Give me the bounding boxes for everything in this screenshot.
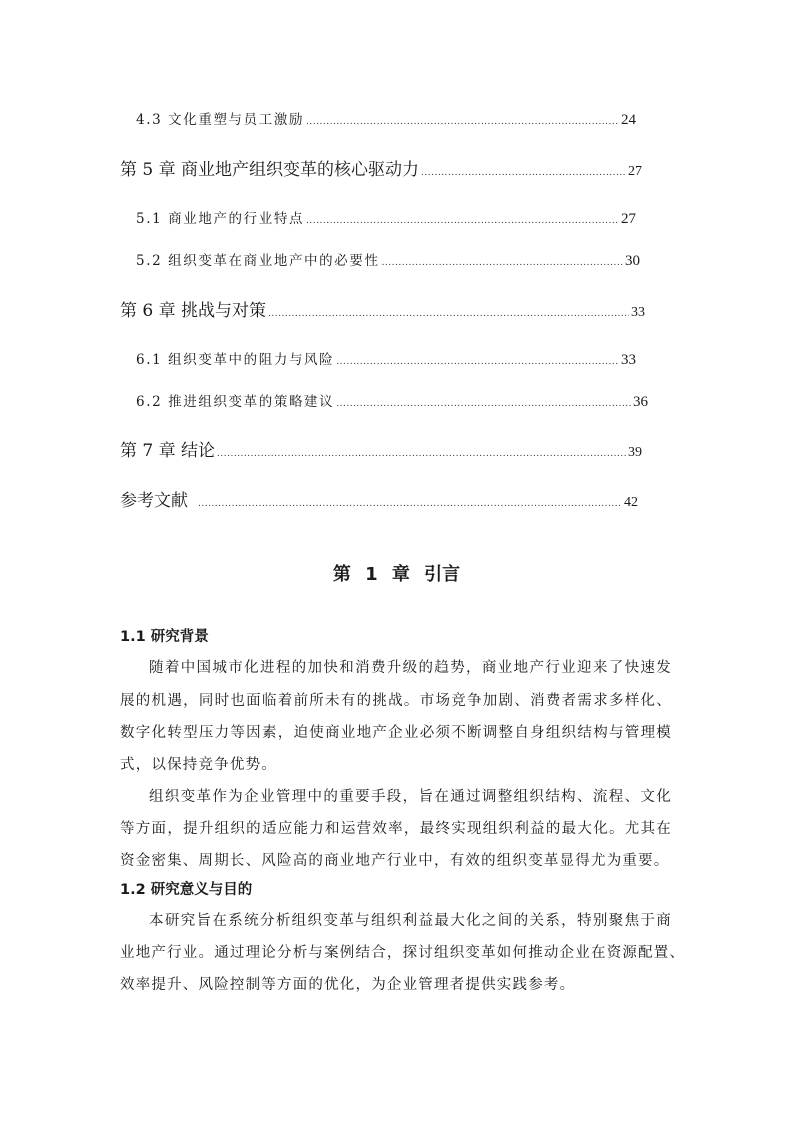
toc-entry[interactable] — [136, 249, 640, 270]
paragraph-line: 组织变革作为企业管理中的重要手段，旨在通过调整组织结构、流程、文化 — [149, 789, 672, 805]
toc-entry[interactable] — [120, 296, 645, 321]
toc-entry-label: 第 6 章 挑战与对策 — [120, 301, 267, 321]
toc-entry-label: 第 7 章 结论 — [120, 441, 216, 461]
toc-entry-label: 4.3 文化重塑与员工激励 — [136, 112, 305, 128]
toc-leader — [382, 258, 623, 268]
section-heading: 1.2 研究意义与目的 — [120, 882, 253, 898]
toc-entry-label: 6.2 推进组织变革的策略建议 — [136, 394, 335, 410]
toc-entry-page: 27 — [621, 211, 636, 227]
toc-entry-page: 27 — [628, 164, 642, 179]
paragraph-line: 本研究旨在系统分析组织变革与组织利益最大化之间的关系，特别聚焦于商 — [149, 913, 672, 929]
toc-entry-page: 24 — [621, 112, 636, 128]
toc-entry[interactable] — [120, 436, 642, 461]
paragraph-line: 效率提升、风险控制等方面的优化，为企业管理者提供实践参考。 — [120, 977, 576, 993]
toc-entry[interactable] — [136, 390, 648, 411]
paragraph-line: 式，以保持竞争优势。 — [120, 757, 277, 773]
toc-entry-label: 参考文献 — [120, 491, 188, 511]
toc-leader — [217, 449, 626, 459]
toc-entry-page: 33 — [621, 352, 636, 368]
paragraph-line: 展的机遇，同时也面临着前所未有的挑战。市场竞争加剧、消费者需求多样化、 — [120, 693, 672, 709]
toc-entry[interactable] — [136, 108, 636, 129]
toc-entry-page: 42 — [624, 495, 638, 510]
paragraph-line: 资金密集、周期长、风险高的商业地产行业中，有效的组织变革显得尤为重要。 — [120, 853, 670, 869]
toc-entry-page: 39 — [628, 445, 642, 460]
toc-entry-label: 5.1 商业地产的行业特点 — [136, 211, 305, 227]
toc-entry[interactable] — [136, 348, 636, 369]
paragraph-line: 业地产行业。通过理论分析与案例结合，探讨组织变革如何推动企业在资源配置、 — [120, 945, 686, 961]
toc-leader — [198, 499, 622, 509]
toc-entry-page: 30 — [625, 253, 640, 269]
paragraph-line: 等方面，提升组织的适应能力和运营效率，最终实现组织利益的最大化。尤其在 — [120, 821, 672, 837]
paragraph-line: 随着中国城市化进程的加快和消费升级的趋势，商业地产行业迎来了快速发 — [149, 660, 672, 676]
toc-leader — [336, 357, 619, 367]
toc-entry[interactable] — [120, 155, 642, 180]
paragraph-line: 数字化转型压力等因素，迫使商业地产企业必须不断调整自身组织结构与管理模 — [120, 725, 672, 741]
chapter-title: 第 1 章 引言 — [332, 564, 461, 585]
toc-entry-label: 6.1 组织变革中的阻力与风险 — [136, 352, 335, 368]
toc-entry-page: 36 — [633, 394, 648, 410]
toc-leader — [268, 309, 629, 319]
toc-leader — [421, 168, 626, 178]
toc-entry-label: 5.2 组织变革在商业地产中的必要性 — [136, 253, 380, 269]
toc-leader — [336, 399, 631, 409]
toc-leader — [306, 216, 619, 226]
toc-leader — [306, 117, 619, 127]
section-heading: 1.1 研究背景 — [120, 629, 209, 645]
toc-entry-label: 第 5 章 商业地产组织变革的核心驱动力 — [120, 160, 420, 180]
toc-entry[interactable] — [136, 207, 636, 228]
toc-entry[interactable] — [120, 486, 638, 511]
toc-entry-page: 33 — [631, 305, 645, 320]
